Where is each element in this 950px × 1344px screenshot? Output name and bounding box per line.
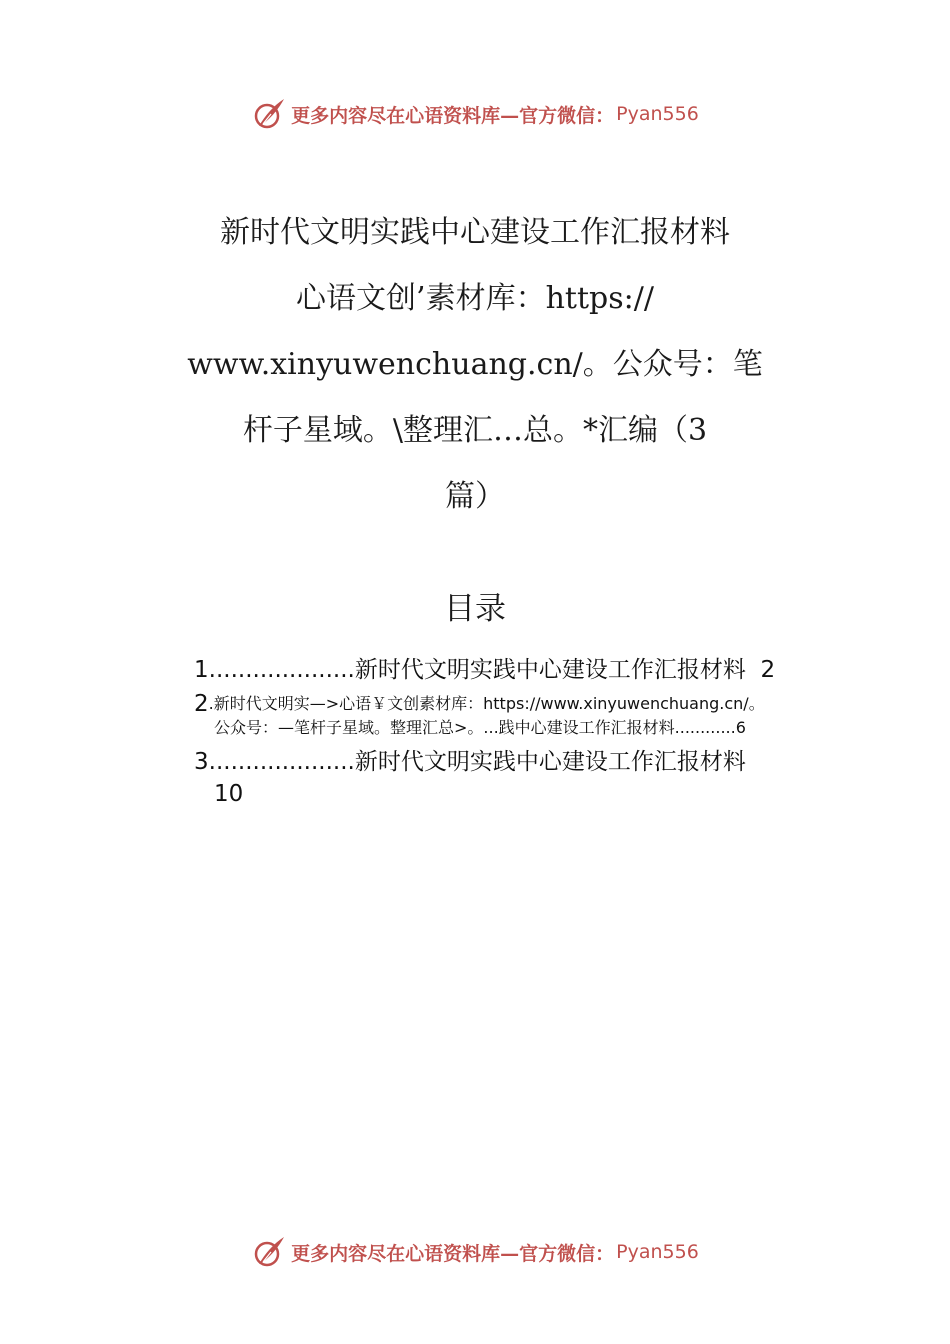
toc-entry[interactable] [194, 654, 854, 686]
banner-wechat-handle: Pyan556 [616, 1241, 699, 1263]
toc-entry-text: ....................新时代文明实践中心建设工作汇报材料 [208, 749, 746, 775]
title-line-1: 新时代文明实践中心建设工作汇报材料 [220, 215, 730, 250]
footer-banner [0, 1232, 950, 1272]
banner-wechat-handle: Pyan556 [616, 103, 699, 125]
toc-entry-number: 3 [194, 749, 209, 775]
banner-promo-text: 更多内容尽在心语资料库—官方微信： [291, 1242, 615, 1265]
title-line-5: 篇） [445, 479, 505, 514]
quill-pen-icon [251, 96, 287, 132]
header-banner [0, 94, 950, 134]
title-line-3: www.xinyuwenchuang.cn/。公众号：笔 [187, 347, 763, 382]
title-line-2: 心语文创’素材库：https:// [296, 281, 654, 316]
toc-entry-page: 2 [760, 657, 776, 683]
document-title [170, 200, 780, 530]
table-of-contents [194, 650, 854, 810]
toc-entry-text: .新时代文明实—>心语￥文创素材库：https://www.xinyuwenchuang.cn/。 [208, 694, 765, 713]
banner-promo-text: 更多内容尽在心语资料库—官方微信： [291, 104, 615, 127]
toc-entry-text: ....................新时代文明实践中心建设工作汇报材料 [208, 657, 746, 683]
toc-heading: 目录 [444, 591, 506, 627]
toc-entry-number: 2 [194, 691, 209, 717]
title-line-4: 杆子星域。\整理汇…总。*汇编（3 [242, 413, 708, 448]
toc-entry-page: 10 [214, 781, 244, 807]
toc-entry[interactable] [194, 692, 854, 740]
quill-pen-icon [251, 1234, 287, 1270]
toc-entry[interactable] [194, 746, 854, 810]
toc-entry-number: 1 [194, 657, 209, 683]
toc-entry-text-continued: 公众号：—笔杆子星域。整理汇总>。...践中心建设工作汇报材料............6 [214, 718, 746, 737]
